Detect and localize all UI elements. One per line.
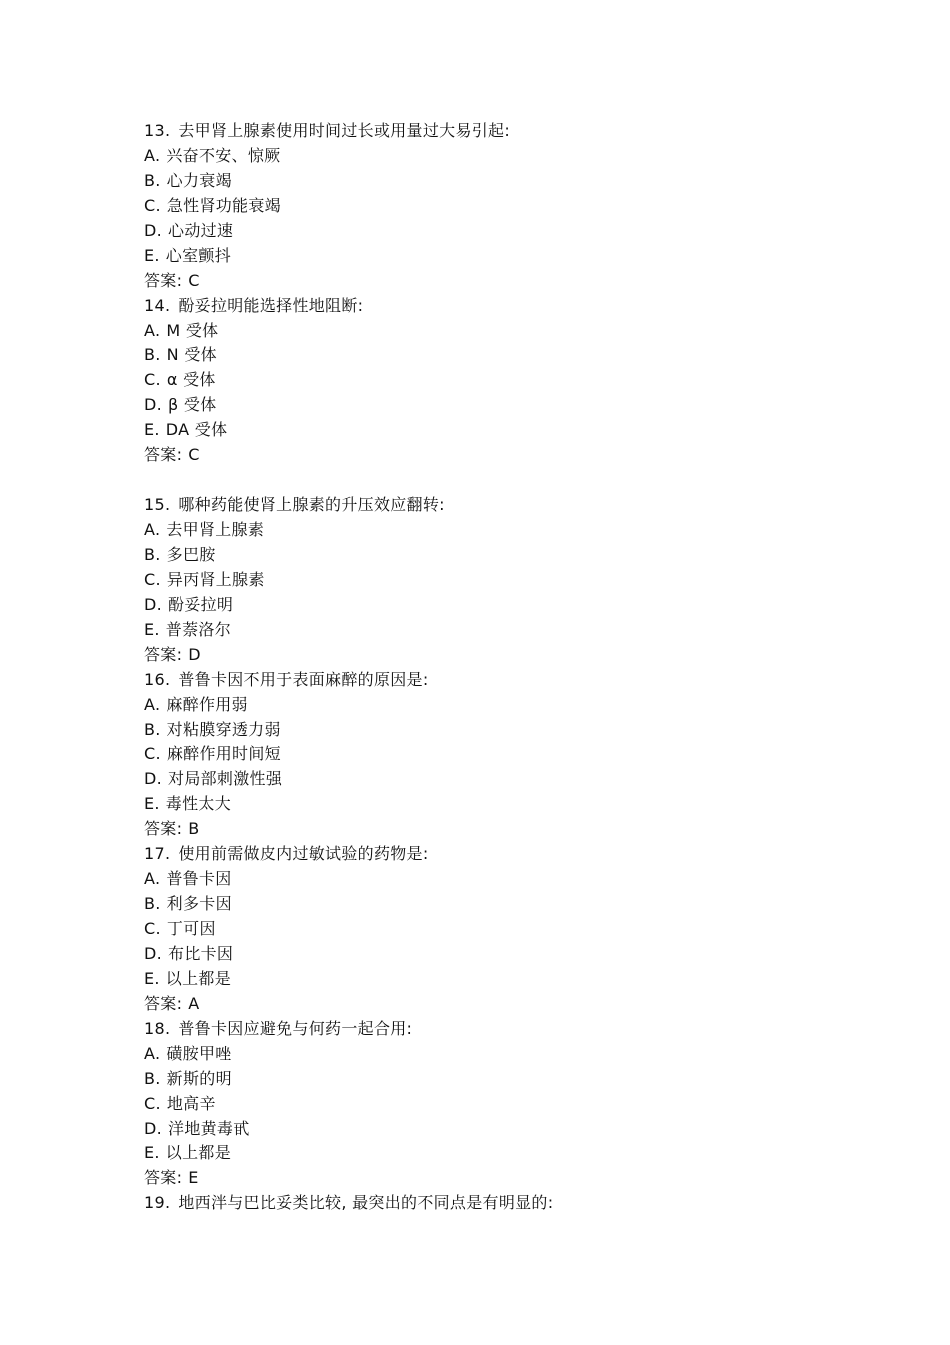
option-a: [144, 144, 864, 169]
option-c: [144, 742, 864, 767]
option-text: 洋地黄毒甙: [168, 1118, 250, 1138]
option-label: E.: [144, 245, 160, 265]
option-text: M 受体: [166, 320, 219, 340]
question-text: 去甲肾上腺素使用时间过长或用量过大易引起:: [178, 121, 511, 140]
option-text: 地高辛: [166, 1093, 216, 1113]
option-text: 磺胺甲唑: [166, 1043, 232, 1063]
option-e: [144, 244, 864, 269]
option-label: B.: [144, 544, 161, 564]
option-text: 麻醉作用时间短: [166, 744, 281, 764]
option-text: 布比卡因: [168, 943, 234, 963]
option-d: [144, 1117, 864, 1142]
option-label: E.: [144, 619, 160, 639]
option-text: 毒性太大: [165, 794, 231, 814]
option-b: [144, 343, 864, 368]
question-number: 18.: [144, 1018, 171, 1038]
question-16: [144, 668, 864, 693]
answer-label: 答案:: [144, 445, 183, 465]
option-text: 对局部刺激性强: [168, 769, 283, 789]
option-text: 对粘膜穿透力弱: [166, 719, 281, 739]
option-text: 利多卡因: [166, 894, 232, 914]
option-text: DA 受体: [165, 420, 228, 440]
question-15: [144, 493, 864, 518]
answer-value: C: [188, 270, 200, 290]
option-text: α 受体: [166, 370, 216, 390]
option-text: 麻醉作用弱: [166, 694, 248, 714]
question-number: 17.: [144, 844, 171, 864]
option-label: D.: [144, 594, 163, 614]
option-b: [144, 543, 864, 568]
option-label: B.: [144, 894, 161, 914]
option-a: [144, 1042, 864, 1067]
option-text: 丁可因: [166, 919, 216, 938]
option-e: [144, 967, 864, 992]
question-number: 19.: [144, 1193, 171, 1213]
answer-line: [144, 643, 864, 668]
option-label: D.: [144, 1118, 163, 1138]
option-label: C.: [144, 919, 161, 938]
option-label: A.: [144, 520, 161, 539]
option-e: [144, 1141, 864, 1166]
question-18: [144, 1017, 864, 1042]
answer-line: [144, 817, 864, 842]
option-b: [144, 1067, 864, 1092]
option-label: C.: [144, 1093, 161, 1113]
question-text: 普鲁卡因不用于表面麻醉的原因是:: [178, 669, 429, 689]
option-label: B.: [144, 1068, 161, 1088]
question-text: 普鲁卡因应避免与何药一起合用:: [178, 1018, 413, 1038]
option-e: [144, 418, 864, 443]
option-label: A.: [144, 694, 161, 714]
option-label: C.: [144, 569, 161, 589]
option-text: 普萘洛尔: [165, 619, 231, 639]
option-text: 兴奋不安、惊厥: [166, 145, 281, 165]
option-label: B.: [144, 170, 161, 190]
option-d: [144, 593, 864, 618]
option-text: 异丙肾上腺素: [166, 569, 265, 589]
option-text: 心室颤抖: [165, 245, 231, 265]
option-text: N 受体: [166, 345, 217, 365]
option-label: E.: [144, 794, 160, 814]
answer-line: [144, 992, 864, 1017]
option-text: 普鲁卡因: [166, 869, 232, 889]
option-d: [144, 767, 864, 792]
option-label: C.: [144, 370, 161, 390]
answer-value: C: [188, 445, 200, 465]
question-number: 13.: [144, 121, 171, 140]
option-d: [144, 219, 864, 244]
blank-line: [144, 468, 864, 493]
option-label: C.: [144, 744, 161, 764]
option-b: [144, 718, 864, 743]
answer-value: E: [188, 1168, 199, 1188]
option-label: E.: [144, 1143, 160, 1163]
option-text: 以上都是: [165, 968, 231, 988]
option-label: D.: [144, 395, 163, 415]
option-text: 新斯的明: [166, 1068, 232, 1088]
question-text: 使用前需做皮内过敏试验的药物是:: [178, 844, 429, 864]
option-text: β 受体: [168, 395, 217, 415]
option-label: B.: [144, 719, 161, 739]
option-c: [144, 194, 864, 219]
question-number: 15.: [144, 495, 171, 515]
option-c: [144, 1092, 864, 1117]
option-label: B.: [144, 345, 161, 365]
option-d: [144, 942, 864, 967]
option-label: A.: [144, 1043, 161, 1063]
question-17: [144, 842, 864, 867]
answer-value: A: [188, 993, 200, 1013]
option-text: 心动过速: [168, 220, 234, 240]
option-label: D.: [144, 943, 163, 963]
option-b: [144, 169, 864, 194]
option-text: 急性肾功能衰竭: [166, 195, 281, 215]
answer-label: 答案:: [144, 1168, 183, 1188]
option-text: 酚妥拉明: [168, 594, 234, 614]
question-list: [144, 119, 864, 1216]
question-number: 14.: [144, 295, 171, 315]
question-number: 16.: [144, 669, 171, 689]
option-label: A.: [144, 869, 161, 889]
answer-value: D: [188, 644, 201, 664]
question-text: 地西泮与巴比妥类比较, 最突出的不同点是有明显的:: [178, 1193, 554, 1213]
option-c: [144, 917, 864, 942]
answer-label: 答案:: [144, 270, 183, 290]
option-label: A.: [144, 320, 161, 340]
option-d: [144, 393, 864, 418]
answer-line: [144, 1166, 864, 1191]
option-a: [144, 693, 864, 718]
option-c: [144, 368, 864, 393]
option-label: D.: [144, 220, 163, 240]
answer-label: 答案:: [144, 819, 183, 839]
option-label: C.: [144, 195, 161, 215]
question-14: [144, 294, 864, 319]
question-text: 哪种药能使肾上腺素的升压效应翻转:: [178, 495, 445, 515]
option-e: [144, 618, 864, 643]
answer-label: 答案:: [144, 993, 183, 1013]
answer-line: [144, 443, 864, 468]
answer-value: B: [188, 819, 200, 839]
question-19: [144, 1191, 864, 1216]
answer-label: 答案:: [144, 644, 183, 664]
option-label: E.: [144, 420, 160, 440]
option-a: [144, 518, 864, 543]
option-b: [144, 892, 864, 917]
option-label: A.: [144, 145, 161, 165]
option-a: [144, 867, 864, 892]
option-label: D.: [144, 769, 163, 789]
option-c: [144, 568, 864, 593]
question-text: 酚妥拉明能选择性地阻断:: [178, 295, 364, 315]
option-text: 心力衰竭: [166, 170, 232, 190]
option-a: [144, 319, 864, 344]
option-text: 以上都是: [165, 1143, 231, 1163]
option-text: 去甲肾上腺素: [166, 520, 265, 539]
option-text: 多巴胺: [166, 544, 216, 564]
question-13: [144, 119, 864, 144]
option-label: E.: [144, 968, 160, 988]
answer-line: [144, 269, 864, 294]
option-e: [144, 792, 864, 817]
